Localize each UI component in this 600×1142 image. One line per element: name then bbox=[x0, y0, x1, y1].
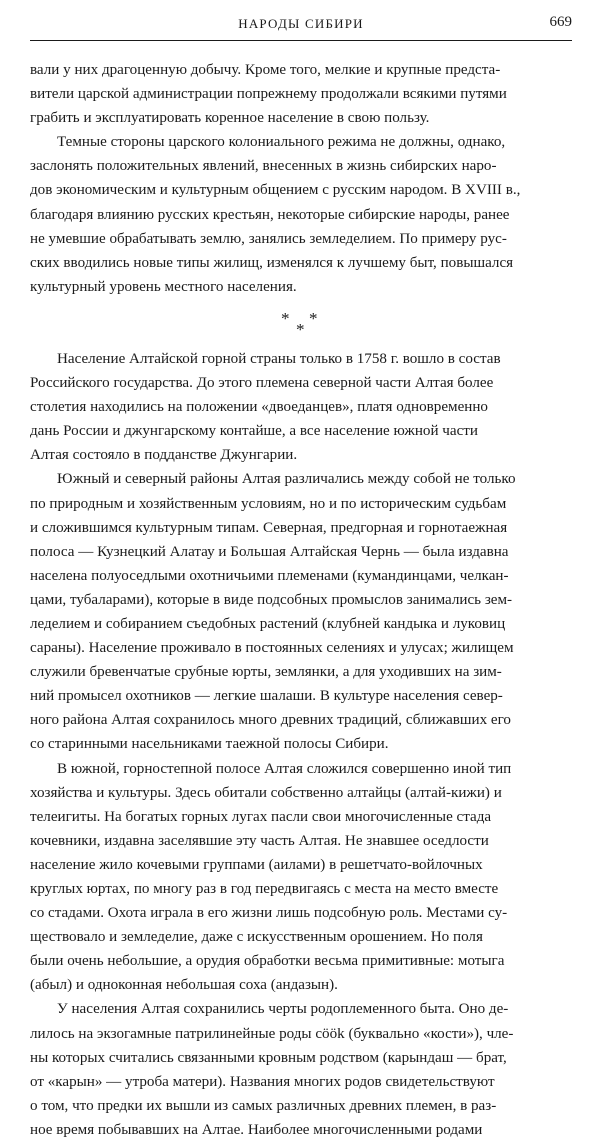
text-line: цами, тубаларами), которые в виде подсобных промыслов занимались зем- bbox=[30, 591, 513, 608]
text-line: служили бревенчатые срубные юрты, землянки, а для уходивших на зим- bbox=[30, 664, 502, 681]
text-line: дань России и джунгарскому контайше, а все население южной части bbox=[30, 423, 478, 440]
text-line: У населения Алтая сохранились черты родоплеменного быта. Оно де- bbox=[57, 1001, 509, 1018]
text-line: круглых юртах, по многу раз в год передвигаясь с места на место вместе bbox=[30, 881, 499, 897]
text-line: со старинными насельниками таежной полосы Сибири. bbox=[30, 736, 389, 753]
separator-asterisk: * bbox=[296, 319, 305, 339]
text-line: и сложившимся культурным типам. Северная, предгорная и горнотаежная bbox=[30, 519, 508, 536]
text-line: полоса — Кузнецкий Алатау и Большая Алтайская Чернь — была издавна bbox=[30, 543, 509, 560]
text-line: от «карын» — утроба матери). Названия многих родов свидетельствуют bbox=[30, 1073, 495, 1090]
text-line: были очень небольшие, а орудия обработки весьма примитивные: мотыга bbox=[30, 953, 505, 970]
header-rule bbox=[30, 40, 572, 41]
separator-asterisk: * bbox=[281, 308, 290, 328]
text-line: дов экономическим и культурным общением с русским народом. В XVIII в., bbox=[30, 182, 521, 199]
text-line: ских вводились новые типы жилищ, изменялся к лучшему быт, повышался bbox=[30, 254, 514, 271]
text-line: сараны). Население проживало в постоянных селениях и улусах; жилищем bbox=[30, 640, 514, 657]
text-line: столетия находились на положении «двоеданцев», платя одновременно bbox=[30, 399, 488, 416]
text-line: телеигиты. На богатых горных лугах пасли свои многочисленные стада bbox=[30, 808, 492, 825]
text-line: Российского государства. До этого племена северной части Алтая более bbox=[30, 375, 494, 392]
text-line: не умевшие обрабатывать землю, занялись земледелием. По примеру рус- bbox=[30, 230, 507, 247]
separator-asterisk: * bbox=[309, 308, 318, 328]
text-line: населена полуоседлыми охотничьими племенами (кумандинцами, челкан- bbox=[30, 567, 509, 584]
text-line: Южный и северный районы Алтая различались между собой не только bbox=[57, 471, 516, 488]
running-head-title: НАРОДЫ СИБИРИ bbox=[238, 16, 364, 31]
page-number: 669 bbox=[549, 14, 572, 30]
text-line: заслонять положительных явлений, внесенных в жизнь сибирских наро- bbox=[30, 158, 497, 175]
text-line: вители царской администрации попрежнему продолжали всякими путями bbox=[30, 86, 507, 103]
text-line: ны которых считались связанными кровным родством (карындаш — брат, bbox=[30, 1049, 507, 1066]
text-line: культурный уровень местного населения. bbox=[30, 278, 297, 295]
text-line: кочевники, издавна заселявшие эту часть Алтая. Не знавшее оседлости bbox=[30, 832, 489, 849]
text-line: по природным и хозяйственным условиям, но и по историческим судьбам bbox=[30, 495, 507, 512]
text-line: ществовало и земледелие, даже с искусственным орошением. Но поля bbox=[30, 929, 483, 946]
text-line: благодаря влиянию русских крестьян, некоторые сибирские народы, ранее bbox=[30, 206, 510, 223]
text-line: (абыл) и одноконная небольшая соха (андазын). bbox=[30, 977, 338, 994]
text-line: со стадами. Охота играла в его жизни лишь подсобную роль. Местами су- bbox=[30, 905, 508, 922]
text-line: вали у них драгоценную добычу. Кроме того, мелкие и крупные предста- bbox=[30, 62, 501, 78]
text-line: Алтая состояло в подданстве Джунгарии. bbox=[30, 447, 298, 464]
text-line: леделием и собиранием съедобных растений (клубней кандыка и луковиц bbox=[30, 615, 506, 632]
text-line: хозяйства и культуры. Здесь обитали собственно алтайцы (алтай-кижи) и bbox=[30, 784, 502, 801]
text-line: Население Алтайской горной страны только в 1758 г. вошло в состав bbox=[57, 350, 501, 367]
text-line: ного района Алтая сохранилось много древних традиций, сближавших его bbox=[30, 712, 511, 729]
section-separator bbox=[30, 299, 572, 347]
text-line: В южной, горностепной полосе Алтая сложился совершенно иной тип bbox=[57, 760, 512, 777]
text-line: ний промысел охотников — легкие шалаши. В культуре населения север- bbox=[30, 688, 503, 705]
text-line: грабить и эксплуатировать коренное население в свою пользу. bbox=[30, 110, 430, 127]
text-line: лилось на экзогамные патрилинейные роды сöök (буквально «кости»), чле- bbox=[30, 1025, 514, 1042]
text-line: Темные стороны царского колониального режима не должны, однако, bbox=[57, 134, 506, 151]
text-line: ное время побывавших на Алтае. Наиболее многочисленными родами bbox=[30, 1121, 483, 1138]
text-line: о том, что предки их вышли из самых различных древних племен, в раз- bbox=[30, 1097, 497, 1114]
text-line: население жило кочевыми группами (аилами) в решетчато-войлочных bbox=[30, 856, 483, 873]
body-text bbox=[30, 58, 572, 1142]
running-head bbox=[30, 14, 572, 38]
